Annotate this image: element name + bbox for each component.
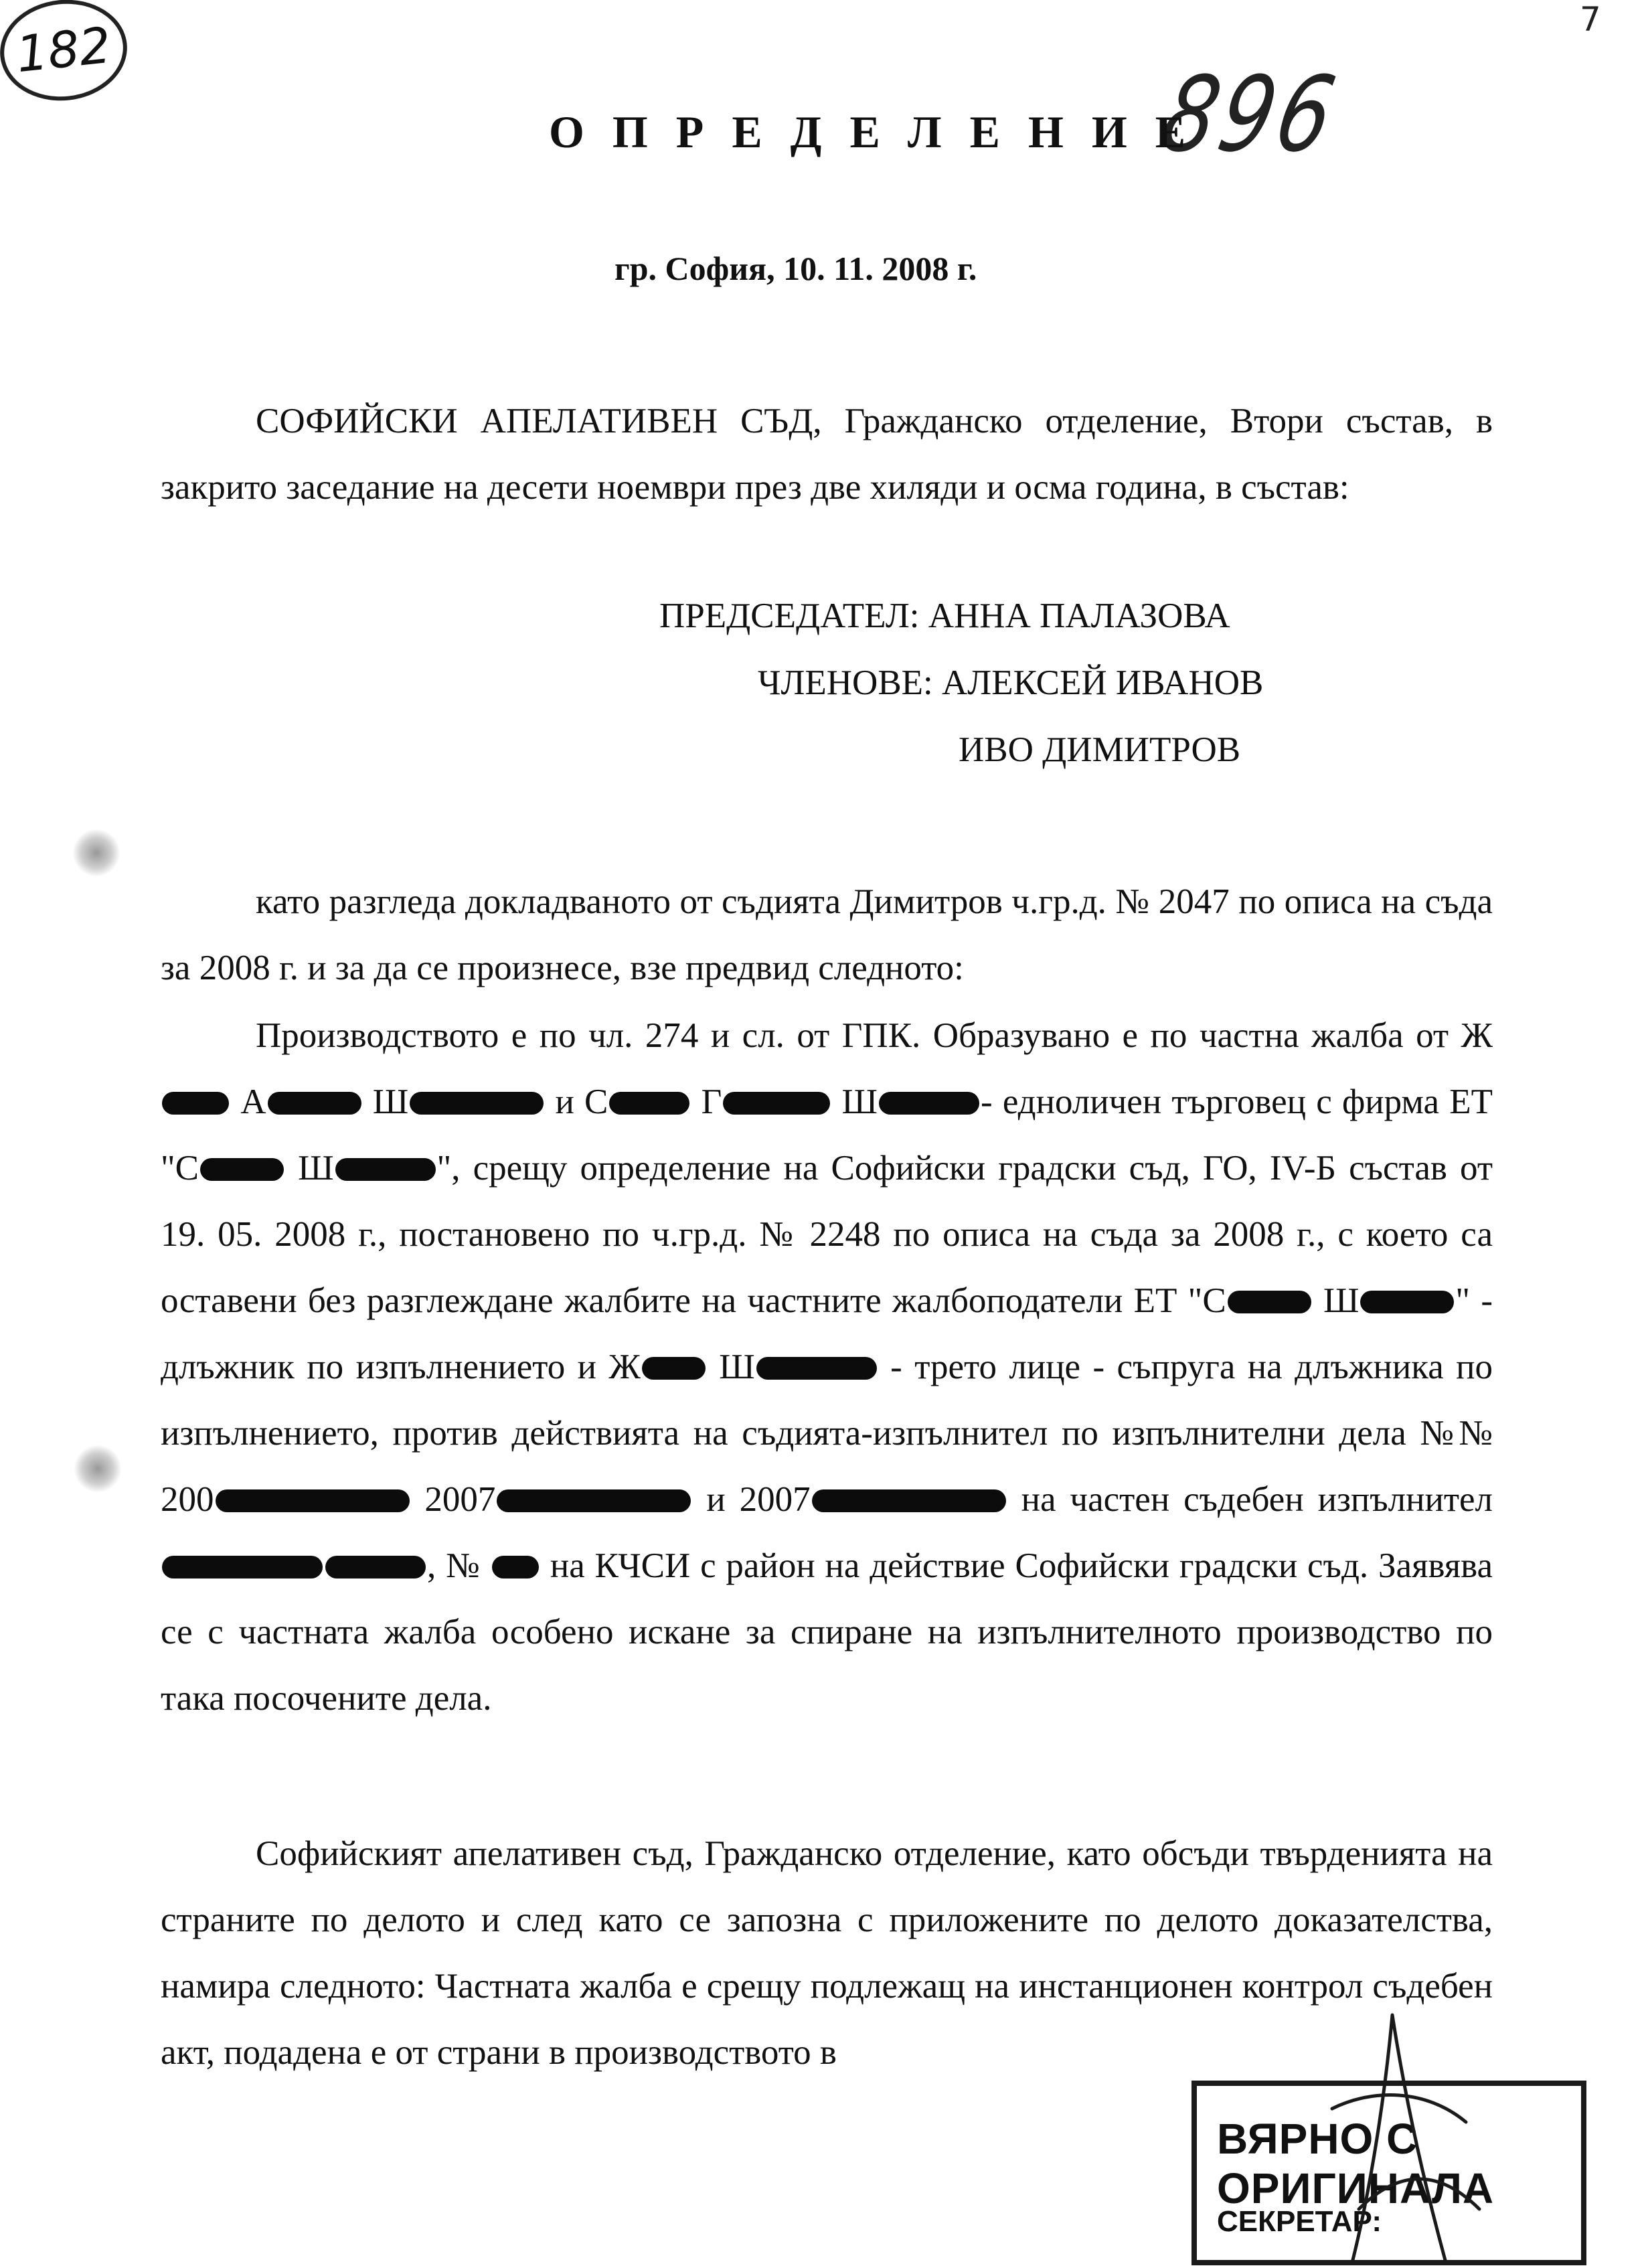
redaction-mark <box>723 1092 830 1115</box>
panel-members: ЧЛЕНОВЕ: АЛЕКСЕЙ ИВАНОВ <box>758 663 1264 702</box>
proceeding-text: " - длъжник по изпълнението и Ж <box>161 1281 1493 1386</box>
court-findings-text: Софийският апелативен съд, Гражданско отделение, като обсъди твърденията на страните по делото и след като се запозна с приложените по делото доказателства, намира следното: Частната жалба е срещу подлежащ на инстанционен контрол съдебен акт, подадена е от страни в производството в <box>161 1834 1493 2072</box>
handwritten-number: 896 <box>1151 55 1348 175</box>
considered-text: като разгледа докладваното от съдията Димитров ч.гр.д. № 2047 по описа на съда за 2008 г. и за да се произнесе, взе предвид следното: <box>161 882 1493 987</box>
redaction-mark <box>410 1092 544 1115</box>
proceeding-text: - едноличен търговец с фирма ЕТ "С <box>161 1082 1493 1188</box>
proceeding-text: Ш <box>706 1348 755 1386</box>
proceeding-text: Производството е по чл. 274 и сл. от ГПК. Образувано е по частна жалба от Ж <box>256 1016 1493 1055</box>
redaction-mark <box>325 1556 426 1578</box>
redaction-mark <box>162 1556 323 1578</box>
proceeding-text: - трето лице - съпруга на длъжника по изпълнението, против действията на съдията-изпълнител по изпълнителни дела №№ 200 <box>161 1348 1493 1519</box>
redaction-mark <box>162 1092 229 1115</box>
proceeding-text: и С <box>545 1082 608 1121</box>
proceeding-text: на КЧСИ с район на действие Софийски градски съд. Заявява се с частната жалба особено искане за спиране на изпълнителното производство по така посочените дела. <box>161 1546 1493 1718</box>
redaction-mark <box>335 1158 436 1181</box>
redaction-mark <box>200 1158 284 1181</box>
proceeding-text: на частен съдебен изпълнител <box>1007 1480 1493 1519</box>
proceeding-text: Ш <box>1312 1281 1360 1320</box>
panel-member-2: ИВО ДИМИТРОВ <box>959 730 1241 769</box>
redaction-mark <box>216 1489 410 1512</box>
considered-paragraph <box>161 869 1493 1001</box>
intro-paragraph <box>161 388 1493 521</box>
punch-hole-mark <box>74 1445 122 1493</box>
proceeding-text: и 2007 <box>692 1480 811 1519</box>
sheet-number-circle <box>0 0 132 107</box>
proceeding-text: Ш <box>285 1149 334 1188</box>
panel-chair: ПРЕДСЕДАТЕЛ: АННА ПАЛАЗОВА <box>659 596 1230 635</box>
redaction-mark <box>642 1357 706 1380</box>
stamp-line-2: СЕКРЕТАР: <box>1217 2205 1382 2238</box>
intro-text: СОФИЙСКИ АПЕЛАТИВЕН СЪД, Гражданско отделение, Втори състав, в закрито заседание на десети ноември през две хиляди и осма година, в състав: <box>161 402 1493 507</box>
redaction-mark <box>497 1489 691 1512</box>
place-and-date: гр. София, 10. 11. 2008 г. <box>614 250 977 287</box>
redaction-mark <box>756 1357 877 1380</box>
handwritten-page-mark: 7 <box>1580 0 1601 39</box>
proceeding-text: Ш <box>831 1082 878 1121</box>
stamp-line-1: ВЯРНО С ОРИГИНАЛА <box>1217 2115 1495 2212</box>
document-title: ОПРЕДЕЛЕНИЕ <box>549 106 1214 157</box>
proceeding-text: 2007 <box>410 1480 496 1519</box>
redaction-mark <box>492 1556 539 1578</box>
proceeding-text: , № <box>427 1546 491 1585</box>
redaction-mark <box>1360 1291 1454 1313</box>
punch-hole-mark <box>72 829 120 877</box>
redaction-mark <box>1228 1291 1311 1313</box>
proceeding-text: Г <box>691 1082 722 1121</box>
redaction-mark <box>879 1092 979 1115</box>
proceeding-text: А <box>230 1082 266 1121</box>
redaction-mark <box>812 1489 1006 1512</box>
proceeding-text: ", срещу определение на Софийски градски съд, ГО, IV-Б състав от 19. 05. 2008 г., постановено по ч.гр.д. № 2248 по описа на съда за 2008 г., с което са оставени без разглеждане жалбите на частните жалбоподатели ЕТ "С <box>161 1149 1493 1320</box>
proceeding-text: Ш <box>362 1082 409 1121</box>
redaction-mark <box>268 1092 361 1115</box>
proceeding-paragraph <box>161 1003 1493 1732</box>
sheet-number: 182 <box>13 16 114 84</box>
redaction-mark <box>609 1092 689 1115</box>
handwritten-signature <box>1292 2008 1493 2268</box>
